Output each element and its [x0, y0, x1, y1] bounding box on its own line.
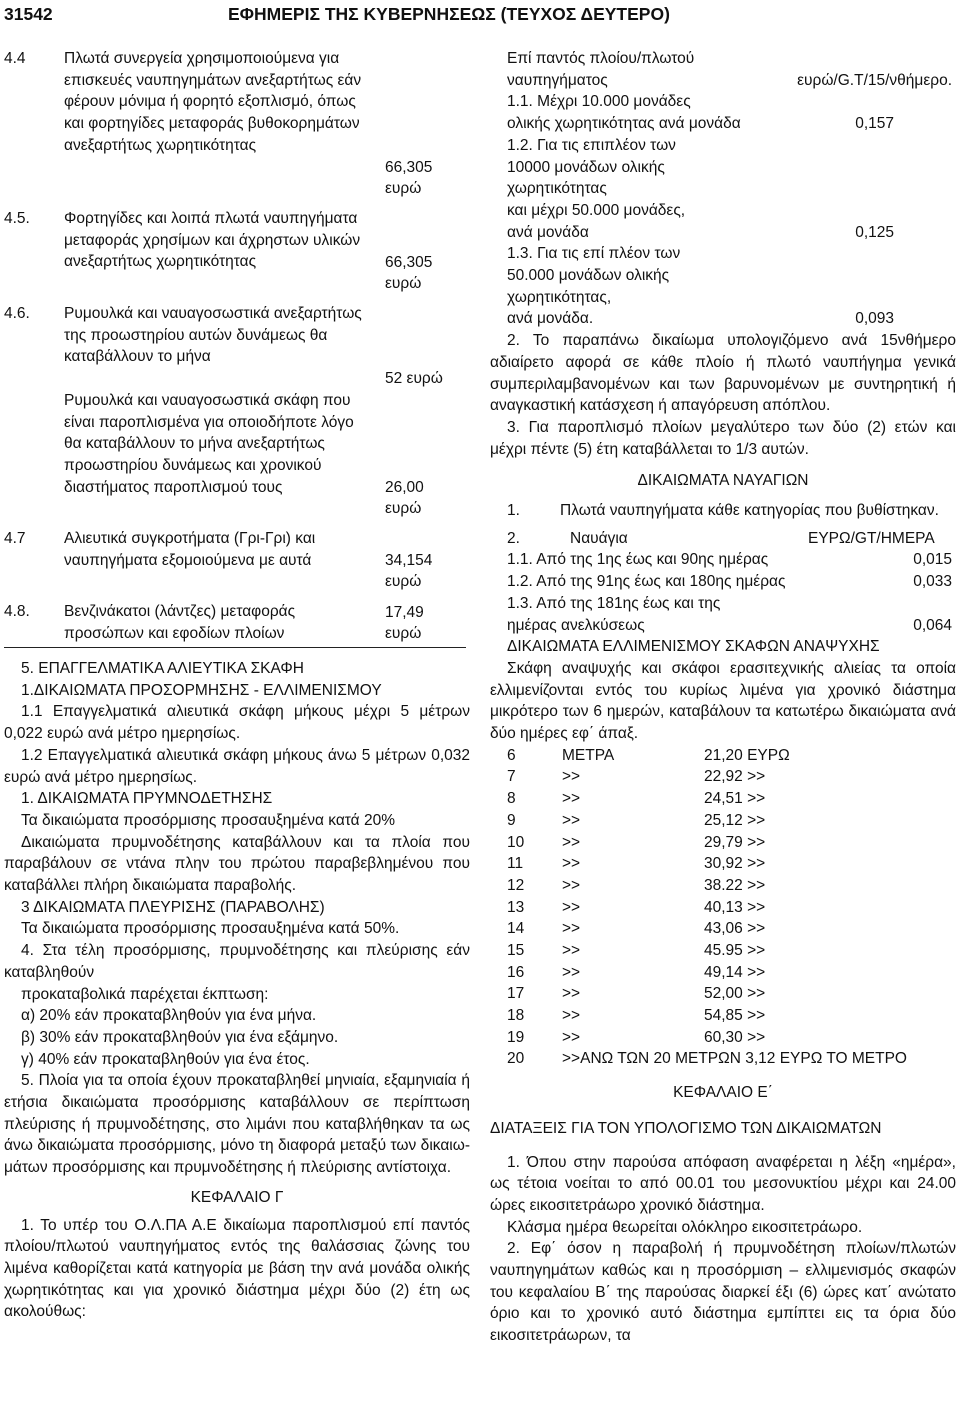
value-row	[490, 70, 956, 92]
chapter-heading: ΚΕΦΑΛΑΙΟ Ε΄	[673, 1084, 773, 1102]
value-label: ολικής χωρητικότητας ανά μονάδα	[507, 115, 741, 133]
paragraph: 1.2. Για τις επιπλέον των	[507, 136, 676, 154]
naug-row	[490, 528, 956, 550]
section-heading: ΔΙΑΤΑΞΕΙΣ ΓΙΑ ΤΟΝ ΥΠΟΛΟΓΙΣΜΟ ΤΩΝ ΔΙΚΑΙΩΜΑΤΩΝ	[490, 1119, 882, 1137]
length-fee: 54,85 >>	[704, 1007, 766, 1025]
paragraph: 2. Το παραπάνω δικαίωμα υπολογιζόμενο ανά 15νθήμερο αδιαίρετο αφορά σε κάθε πλοίο ή πλωτό ναυπήγημα γενικά συμπεριλαμβανομένων και των βαρυνομένων με συντηρητική ή αναγκαστική κατάσχεση ή απαγόρευση απόπλου.	[490, 332, 956, 415]
paragraph: 1. Όπου στην παρούσα απόφαση αναφέρεται η λέξη «ημέρα», ως τέτοια νοείται το από 00.01 του μεσονυκτίου μέχρι και 24.00 ώρες εικοσιτετράωρο χρονικό διάστημα.	[490, 1153, 956, 1214]
section-title: 5. ΕΠΑΓΓΕΛΜΑΤΙΚΑ ΑΛΙΕΥΤΙΚΑ ΣΚΑΦΗ	[21, 660, 304, 677]
length-unit: >>	[562, 1028, 581, 1046]
length-fee-table	[490, 745, 956, 1070]
paragraph: Επί παντός πλοίου/πλωτού	[507, 50, 695, 67]
value-label: ημέρας ανελκύσεως	[507, 616, 645, 634]
table-row	[490, 788, 956, 810]
table-row	[4, 601, 470, 645]
table-row	[490, 745, 956, 767]
right-column	[490, 48, 956, 1347]
paragraph: Δικαιώματα πρυμνοδέτησης καταβάλλουν και τα πλοία που παραβάλουν σε ντάνα πλην του πρώτου παραβεβλημένου που καταβάλλει πλήρη δικαιώματα παραβολής.	[4, 833, 470, 895]
length-metres: 10	[507, 833, 525, 851]
row-description: Ρυμουλκά και ναυαγοσωστικά ανεξαρτήτως της προωστηρίου αυτών δυνάμεως θα καταβάλλουν το μήνα	[64, 305, 362, 366]
length-unit: >>	[562, 920, 581, 938]
value-amount: 0,093	[855, 310, 894, 328]
list-item: α) 20% εάν προκαταβληθούν για ένα μήνα.	[21, 1007, 317, 1025]
length-metres: 7	[507, 768, 516, 786]
row-description: Βενζινάκατοι (λάντζες) μεταφοράς προσώπων και εφοδίων πλοίων	[64, 603, 296, 642]
row-value-amount: 34,154	[385, 551, 433, 569]
length-unit: >>	[562, 876, 581, 894]
table-row	[490, 832, 956, 854]
row-value	[385, 550, 465, 593]
table-row	[490, 766, 956, 788]
length-fee: 52,00 >>	[704, 985, 766, 1003]
value-label: 1.2. Από της 91ης έως και 180ης ημέρας	[507, 573, 786, 591]
length-unit: >>	[562, 768, 581, 786]
table-row	[490, 897, 956, 919]
table-row	[4, 528, 470, 593]
paragraph: 1.3. Από της 181ης έως και της	[507, 594, 721, 612]
naug-row	[490, 500, 956, 522]
left-column	[4, 48, 470, 1323]
value-label: ανά μονάδα	[507, 223, 589, 241]
subsection-title: 3 ΔΙΚΑΙΩΜΑΤΑ ΠΛΕΥΡΙΣΗΣ (ΠΑΡΑΒΟΛΗΣ)	[21, 898, 325, 916]
length-metres: 15	[507, 941, 525, 959]
row-value-unit: ευρώ	[385, 625, 422, 643]
table-row	[4, 48, 470, 200]
length-unit: >>	[562, 941, 581, 959]
table-bottom-rule	[4, 647, 466, 648]
row-value	[385, 368, 465, 390]
row-number: 4.5.	[4, 210, 30, 227]
row-description: Φορτηγίδες και λοιπά πλωτά ναυπηγήματα μεταφοράς χρησίμων και άχρηστων υλικών ανεξαρτήτως χωρητικότητας	[64, 210, 361, 271]
length-fee-over-20: >>ΑΝΩ ΤΩΝ 20 ΜΕΤΡΩΝ 3,12 ΕΥΡΩ ΤΟ ΜΕΤΡΟ	[562, 1050, 907, 1068]
length-fee: 30,92 >>	[704, 855, 766, 873]
naug-number: 1.	[507, 502, 520, 520]
value-amount: 0,157	[855, 115, 894, 133]
row-value-amount: 26,00	[385, 478, 424, 496]
value-label: ανά μονάδα.	[507, 310, 594, 328]
table-row	[490, 983, 956, 1005]
subsection-title: 1. ΔΙΚΑΙΩΜΑΤΑ ΠΡΥΜΝΟΔΕΤΗΣΗΣ	[21, 790, 273, 808]
paragraph: 10000 μονάδων ολικής	[507, 158, 665, 176]
list-item: β) 30% εάν προκαταβληθούν για ένα εξάμηνο.	[21, 1028, 339, 1046]
length-fee: 45.95 >>	[704, 941, 766, 959]
table-row	[490, 1027, 956, 1049]
length-fee: 25,12 >>	[704, 811, 766, 829]
row-description: Πλωτά συνεργεία χρησιμοποιούμενα για επισκευές ναυπηγημάτων ανεξαρτήτως εάν φέρουν μόνιμα ή φορητό εξοπλισμό, όπως και φορτηγίδες μεταφοράς βυθοκορημάτων ανεξαρτήτως χωρητικότητας	[64, 50, 362, 154]
section-heading: ΔΙΚΑΙΩΜΑΤΑ ΝΑΥΑΓΙΩΝ	[637, 472, 809, 490]
chapter-heading: ΚΕΦΑΛΑΙΟ Γ	[190, 1188, 284, 1206]
length-metres: 18	[507, 1007, 525, 1025]
length-fee: 40,13 >>	[704, 898, 766, 916]
row-value-amount: 66,305	[385, 158, 433, 176]
table-row	[490, 875, 956, 897]
value-row	[490, 222, 956, 244]
length-unit: >>	[562, 833, 581, 851]
gazette-title: ΕΦΗΜΕΡΙΣ ΤΗΣ ΚΥΒΕΡΝΗΣΕΩΣ (ΤΕΥΧΟΣ ΔΕΥΤΕΡΟ)	[228, 4, 670, 24]
table-row	[490, 962, 956, 984]
paragraph: Κλάσμα ημέρα θεωρείται ολόκληρο εικοσιτετράωρο.	[507, 1218, 863, 1236]
row-value-amount: 52 ευρώ	[385, 370, 443, 388]
length-metres: 8	[507, 790, 516, 808]
value-row	[490, 549, 956, 571]
naug-label: Ναυάγια	[570, 529, 628, 547]
length-unit: ΜΕΤΡΑ	[562, 746, 615, 764]
value-row	[490, 571, 956, 593]
row-value	[385, 252, 465, 295]
row-number: 4.6.	[4, 305, 30, 322]
row-value-amount: 17,49	[385, 603, 424, 621]
table-row	[490, 1005, 956, 1027]
paragraph: Σκάφη αναψυχής και σκάφοι ερασιτεχνικής αλιείας τα οποία ελλιμενίζονται εντός του κυρίως λιμένα για χρονικό διάστημα μικρότερο των 6 ημερών, καταβάλουν τα κατωτέρω δικαιώματα ανά δύο ημέρες εφ΄ άπαξ.	[490, 659, 956, 743]
row-description: Ρυμουλκά και ναυαγοσωστικά σκάφη που είναι παροπλισμένα για οποιοδήποτε λόγο θα καταβάλλουν το μήνα ανεξαρτήτως προωστηρίου δυνάμεως και χρονικού διαστήματος παροπλισμού τους	[64, 392, 354, 496]
length-unit: >>	[562, 963, 581, 981]
length-unit: >>	[562, 855, 581, 873]
row-number: 4.4	[4, 50, 26, 67]
value-label: ναυπηγήματος	[507, 71, 608, 89]
paragraph: χωρητικότητας	[507, 180, 607, 198]
length-metres: 19	[507, 1028, 525, 1046]
length-metres: 9	[507, 811, 516, 829]
table-row	[490, 810, 956, 832]
section-heading: ΔΙΚΑΙΩΜΑΤΑ ΕΛΛΙΜΕΝΙΣΜΟΥ ΣΚΑΦΩΝ ΑΝΑΨΥΧΗΣ	[507, 638, 880, 656]
table-row	[4, 390, 470, 520]
paragraph: 4. Στα τέλη προσόρμισης, πρυμνοδέτησης και πλεύρισης εάν καταβληθούν	[4, 942, 470, 981]
paragraph: Τα δικαιώματα προσόρμισης προσαυξημένα κατά 20%	[21, 811, 395, 829]
length-metres: 11	[507, 855, 524, 873]
length-metres: 17	[507, 985, 525, 1003]
length-metres: 20	[507, 1050, 525, 1068]
length-fee: 24,51 >>	[704, 790, 766, 808]
length-unit: >>	[562, 1007, 581, 1025]
row-value-unit: ευρώ	[385, 573, 422, 591]
table-row	[490, 1048, 956, 1070]
value-row	[490, 308, 956, 330]
length-fee: 60,30 >>	[704, 1028, 766, 1046]
paragraph: Πλωτά ναυπηγήματα κάθε κατηγορίας που βυθίστηκαν.	[560, 502, 939, 520]
length-metres: 6	[507, 746, 516, 764]
paragraph: προκαταβολικά παρέχεται έκπτωση:	[21, 985, 269, 1003]
value-amount: 0,064	[913, 616, 952, 634]
paragraph: Τα δικαιώματα προσόρμισης προσαυξημένα κατά 50%.	[21, 920, 400, 938]
row-value	[385, 602, 465, 645]
paragraph: 50.000 μονάδων ολικής	[507, 267, 670, 285]
paragraph: 1.1. Μέχρι 10.000 μονάδες	[507, 93, 691, 111]
row-value-amount: 66,305	[385, 253, 433, 271]
value-label: 1.1. Από της 1ης έως και 90ης ημέρας	[507, 551, 769, 569]
length-fee: 43,06 >>	[704, 920, 766, 938]
row-value-unit: ευρώ	[385, 500, 422, 518]
value-amount: 0,125	[855, 223, 894, 241]
row-description: Αλιευτικά συγκροτήματα (Γρι-Γρι) και ναυπηγήματα εξομοιούμενα με αυτά	[64, 530, 316, 569]
length-fee: 22,92 >>	[704, 768, 766, 786]
row-number: 4.7	[4, 530, 26, 547]
value-row	[490, 615, 956, 637]
length-fee: 29,79 >>	[704, 833, 766, 851]
length-unit: >>	[562, 790, 581, 808]
row-value	[385, 157, 465, 200]
paragraph: 1. Το υπέρ του Ο.Λ.ΠΑ Α.Ε δικαίωμα παρoπλισμού επί παντός πλοίου/πλωτού ναυπηγήματος εντός της θαλάσσιας ζώνης του λιμένα καθορίζεται κατά κατηγορία με βάση την ανά μονάδα ολικής χωρητικότητας και για χρονικό διάστημα μέχρι δύο (2) έτη ως ακολούθως:	[4, 1216, 470, 1321]
paragraph: και μέχρι 50.000 μονάδες,	[507, 201, 686, 219]
paragraph: 2. Εφ΄ όσον η παραβολή ή πρυμνοδέτηση πλοίων/πλωτών ναυπηγημάτων καθώς και η προσόρμιση – ελλιμενισμός σκαφών του κεφαλαίου Β΄ της παρούσας διαρκεί έξι (6) ώρες κατ΄ ανώτατο όριο και το χρονικό αυτό διάστημα εμπίπτει εις τα όρια δύο εικοσιτετράωρων, τα	[490, 1240, 956, 1345]
row-number: 4.8.	[4, 603, 30, 620]
length-fee: 49,14 >>	[704, 963, 766, 981]
paragraph: χωρητικότητας,	[507, 288, 612, 306]
value-amount: 0,015	[913, 551, 952, 569]
length-metres: 12	[507, 876, 525, 894]
table-row	[4, 208, 470, 295]
length-metres: 13	[507, 898, 525, 916]
paragraph: 1.2 Επαγγελματικά αλιευτικά σκάφη μήκους άνω 5 μέτρων 0,032 ευρώ ανά μέτρο ημερησίως.	[4, 746, 470, 786]
table-row	[490, 853, 956, 875]
row-value	[385, 477, 465, 520]
naug-number: 2.	[507, 529, 520, 547]
row-value-unit: ευρώ	[385, 180, 422, 198]
subsection-title: 1.ΔΙΚΑΙΩΜΑΤΑ ΠΡΟΣΟΡΜΗΣΗΣ - ΕΛΛΙΜΕΝΙΣΜΟΥ	[21, 681, 382, 699]
paragraph: 3. Για παροπλισμό πλοίων μεγαλύτερο των δύο (2) ετών και μέχρι πέντε (5) έτη καταβάλλεται το 1/3 αυτών.	[490, 418, 956, 458]
value-amount: 0,033	[913, 573, 952, 591]
value-row	[490, 113, 956, 135]
length-fee: 21,20 ΕΥΡΩ	[704, 746, 790, 764]
table-row	[4, 303, 470, 390]
table-row	[490, 918, 956, 940]
row-value-unit: ευρώ	[385, 275, 422, 293]
naug-unit: ΕΥΡΩ/GT/ΗΜΕΡΑ	[808, 529, 935, 547]
list-item: γ) 40% εάν προκαταβληθούν για ένα έτος.	[21, 1050, 310, 1068]
length-unit: >>	[562, 985, 581, 1003]
paragraph: 1.1 Επαγγελματικά αλιευτικά σκάφη μήκους μέχρι 5 μέτρων 0,022 ευρώ ανά μέτρο ημερησίως.	[4, 703, 470, 743]
length-unit: >>	[562, 811, 581, 829]
table-row	[490, 940, 956, 962]
paragraph: 5. Πλοία για τα οποία έχουν προκαταβληθεί μηνιαία, εξαμηνιαία ή ετήσια δικαιώματα προσόρμισης καταβάλλουν σε περίπτωση πλεύρισης ή πρυμνοδέτησης, στο λιμάνι που καταβλήθηκαν τα ως άνω δικαιώματα προσόρμισης, μόνο τη διαφορά μεταξύ των δικαιωμάτων προσόρμισης και πρυμνοδέτησης ή πλεύρισης αντίστοιχα.	[4, 1072, 470, 1177]
page-number: 31542	[4, 4, 53, 24]
length-fee: 38.22 >>	[704, 876, 766, 894]
length-metres: 16	[507, 963, 525, 981]
page-header	[0, 0, 960, 30]
paragraph: 1.3. Για τις επί πλέον των	[507, 245, 681, 263]
value-amount: ευρώ/G.T/15/νθήμερο.	[797, 71, 952, 89]
length-unit: >>	[562, 898, 581, 916]
length-metres: 14	[507, 920, 525, 938]
